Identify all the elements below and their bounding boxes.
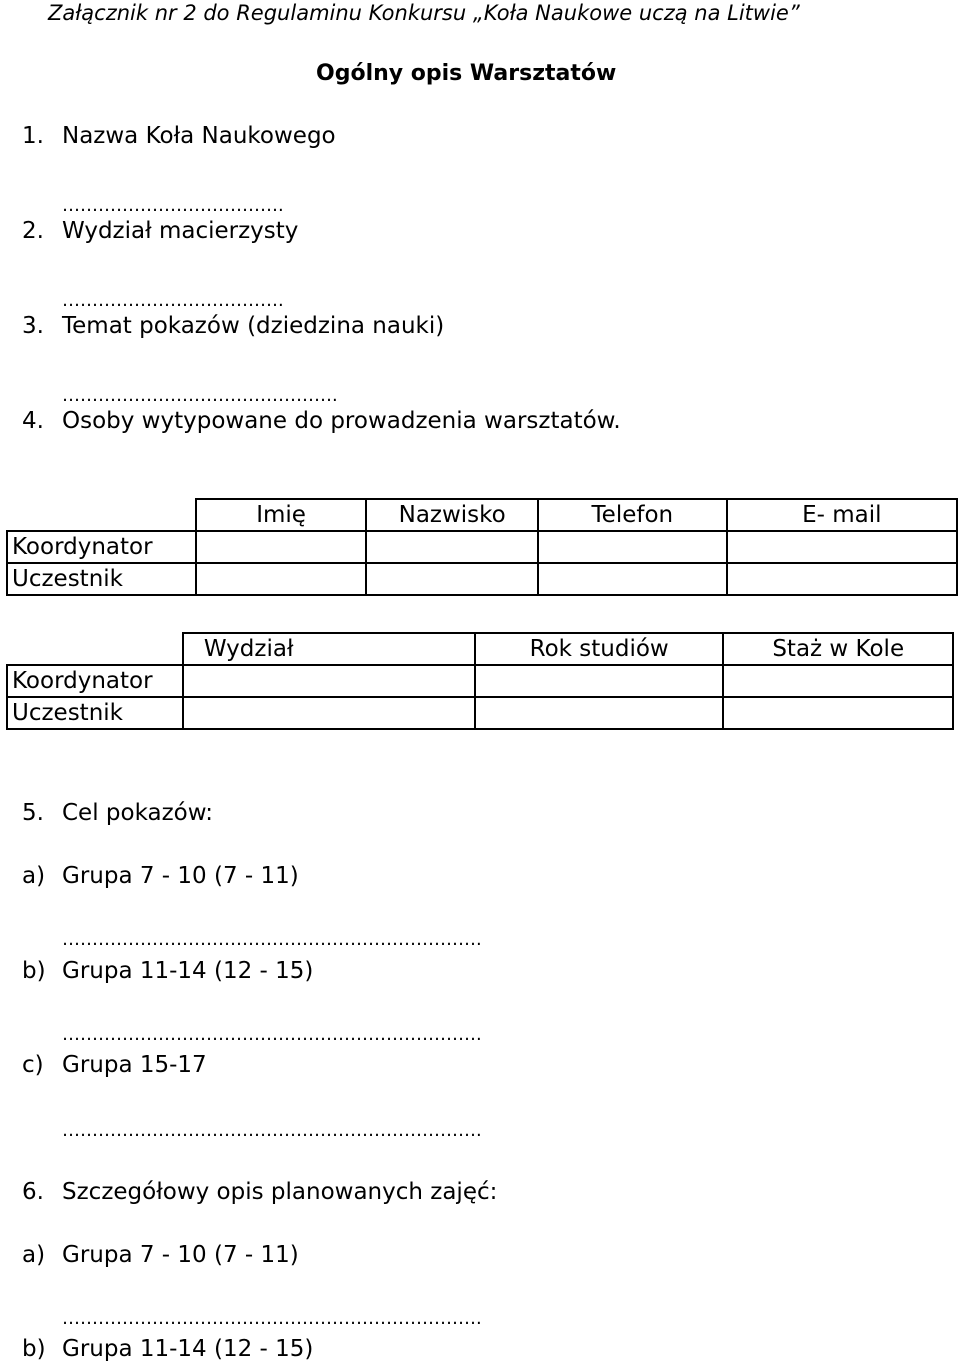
group-a-label [22,1241,299,1269]
participants-contact-table [6,498,958,596]
table-cell[interactable] [727,531,957,563]
empty-corner-cell [7,499,196,531]
row-label: Uczestnik [7,563,196,595]
column-header: E- mail [727,499,957,531]
section-number: 1. [22,123,44,149]
fill-in-line[interactable]: ……………………………………………………………. [62,1120,482,1141]
empty-corner-cell [7,633,183,665]
group-label: Grupa 7 - 10 (7 - 11) [62,1242,299,1268]
fill-in-line[interactable]: ………………………………. [62,195,284,216]
table-cell[interactable] [538,531,727,563]
table-cell[interactable] [366,563,538,595]
group-b-label [22,957,313,985]
annex-header: Załącznik nr 2 do Regulaminu Konkursu „Koła Naukowe uczą na Litwie” [48,1,800,25]
table-row [7,665,953,697]
table-cell[interactable] [183,697,475,729]
group-label: Grupa 11-14 (12 - 15) [62,1336,314,1362]
table-row [7,697,953,729]
table-cell[interactable] [183,665,475,697]
group-letter: b) [22,958,46,984]
table-cell[interactable] [475,697,723,729]
row-label: Uczestnik [7,697,183,729]
table-cell[interactable] [366,531,538,563]
column-header: Imię [196,499,367,531]
section-label: Wydział macierzysty [62,218,299,244]
fill-in-line[interactable]: ………………………………. [62,290,284,311]
group-b-label [22,1335,313,1363]
table-cell[interactable] [196,563,367,595]
table-cell[interactable] [196,531,367,563]
group-letter: a) [22,1242,46,1268]
column-header: Nazwisko [366,499,538,531]
fill-in-line[interactable]: ……………………………………………………………. [62,929,482,950]
section-number: 6. [22,1179,44,1205]
section-number: 4. [22,408,44,434]
section-label: Temat pokazów (dziedzina nauki) [62,313,445,339]
table-cell[interactable] [727,563,957,595]
fill-in-line[interactable]: ………………………………………. [62,385,338,406]
column-header: Wydział [183,633,475,665]
group-a-label [22,862,299,890]
section-label: Nazwa Koła Naukowego [62,123,336,149]
fill-in-line[interactable]: ……………………………………………………………. [62,1024,482,1045]
group-label: Grupa 11-14 (12 - 15) [62,958,314,984]
table-header-row [7,633,953,665]
section-number: 3. [22,313,44,339]
section-4-heading [22,407,621,435]
group-letter: b) [22,1336,46,1362]
section-5-heading [22,799,213,827]
table-cell[interactable] [538,563,727,595]
group-label: Grupa 15-17 [62,1052,207,1078]
section-number: 5. [22,800,44,826]
row-label: Koordynator [7,531,196,563]
table-row [7,531,957,563]
group-letter: a) [22,863,46,889]
section-label: Cel pokazów: [62,800,214,826]
document-title: Ogólny opis Warsztatów [316,61,617,86]
group-c-label [22,1051,207,1079]
participants-study-table [6,632,954,730]
table-row [7,563,957,595]
group-label: Grupa 7 - 10 (7 - 11) [62,863,299,889]
section-number: 2. [22,218,44,244]
section-1-heading [22,122,336,150]
section-6-heading [22,1178,497,1206]
column-header: Rok studiów [475,633,723,665]
column-header: Telefon [538,499,727,531]
table-header-row [7,499,957,531]
table-cell[interactable] [723,665,953,697]
table-cell[interactable] [475,665,723,697]
table-cell[interactable] [723,697,953,729]
section-label: Szczegółowy opis planowanych zajęć: [62,1179,498,1205]
section-label: Osoby wytypowane do prowadzenia warsztatów. [62,408,621,434]
column-header: Staż w Kole [723,633,953,665]
fill-in-line[interactable]: ……………………………………………………………. [62,1308,482,1329]
row-label: Koordynator [7,665,183,697]
group-letter: c) [22,1052,44,1078]
section-3-heading [22,312,444,340]
section-2-heading [22,217,298,245]
